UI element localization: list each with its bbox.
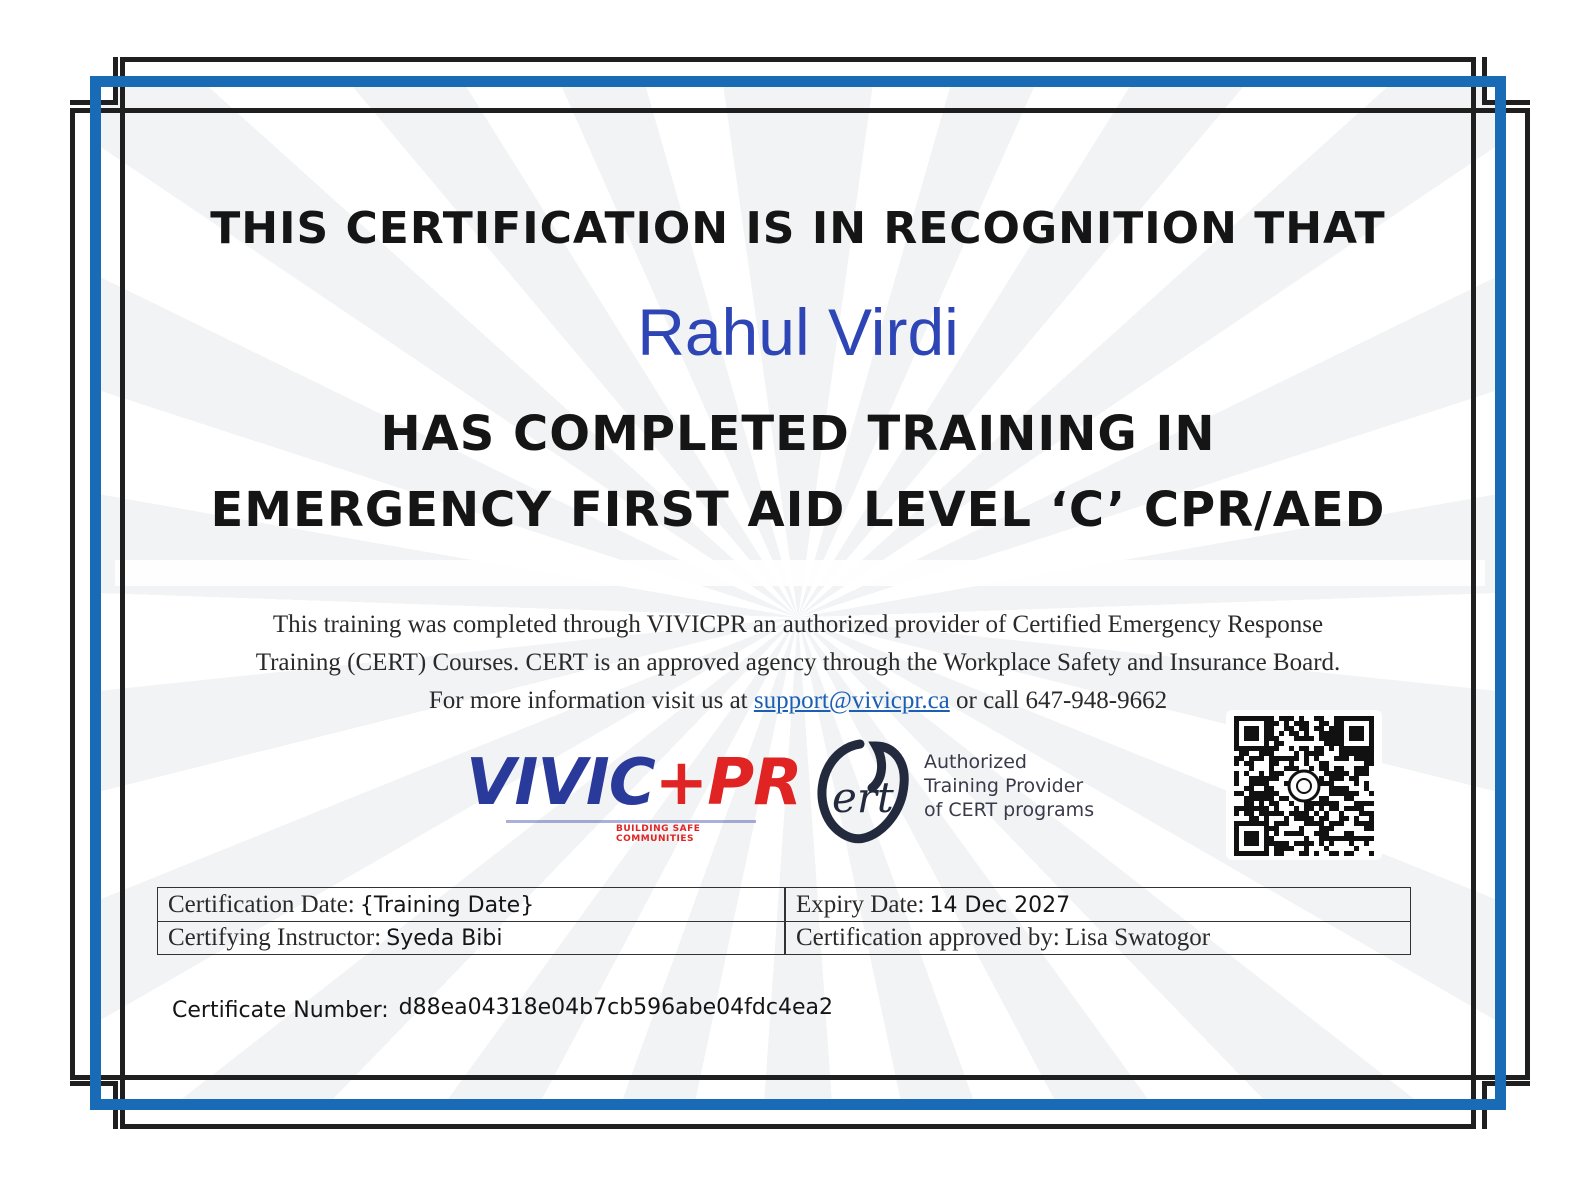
certification-date-label: Certification Date: xyxy=(168,891,355,918)
vivicpr-plus: + xyxy=(654,746,708,820)
instructor-cell xyxy=(168,921,503,954)
description-paragraph xyxy=(150,606,1446,720)
contact-suffix: or call 647-948-9662 xyxy=(949,687,1168,714)
approved-by-cell xyxy=(796,921,1210,954)
certification-date-cell xyxy=(168,888,534,921)
vivicpr-tagline: BUILDING SAFE COMMUNITIES xyxy=(616,824,701,844)
cert-caption-line-2: Training Provider xyxy=(924,775,1084,797)
approved-by-label: Certification approved by: xyxy=(796,924,1060,951)
certification-date-value: {Training Date} xyxy=(359,893,535,918)
vivicpr-red-text: PR xyxy=(707,746,802,820)
support-email-link[interactable]: support@vivicpr.ca xyxy=(753,687,950,714)
cert-caption-line-1: Authorized xyxy=(924,751,1027,773)
description-line-2: Training (CERT) Courses. CERT is an approved agency through the Workplace Safety and Insurance Board. xyxy=(255,649,1341,676)
cert-logo xyxy=(814,738,1114,848)
completed-heading: HAS COMPLETED TRAINING IN xyxy=(380,406,1216,462)
details-table xyxy=(157,887,1411,955)
qr-code[interactable] xyxy=(1226,710,1382,860)
instructor-label: Certifying Instructor: xyxy=(168,924,382,951)
expiry-date-cell xyxy=(796,888,1070,921)
cert-emblem-icon xyxy=(814,738,914,846)
approved-by-value: Lisa Swatogor xyxy=(1064,924,1211,951)
cert-caption xyxy=(924,750,1094,822)
certificate-number xyxy=(172,995,833,1023)
expiry-date-label: Expiry Date: xyxy=(796,891,925,918)
vivicpr-logo xyxy=(466,746,802,846)
recognition-heading: THIS CERTIFICATION IS IN RECOGNITION THAT xyxy=(210,203,1386,254)
svg-text:ert: ert xyxy=(832,773,894,822)
vivicpr-blue-text: VIVIC xyxy=(466,746,655,820)
recipient-name: Rahul Virdi xyxy=(637,295,959,369)
instructor-value: Syeda Bibi xyxy=(386,926,503,951)
vivicpr-swoosh xyxy=(506,820,756,823)
contact-prefix: For more information visit us at xyxy=(428,687,754,714)
expiry-date-value: 14 Dec 2027 xyxy=(929,893,1071,918)
description-line-1: This training was completed through VIVICPR an authorized provider of Certified Emergency Response xyxy=(272,611,1324,638)
certificate-number-label: Certificate Number: xyxy=(172,998,389,1023)
table-divider xyxy=(784,888,786,954)
qr-code-icon xyxy=(1234,716,1374,856)
certificate-number-value: d88ea04318e04b7cb596abe04fdc4ea2 xyxy=(398,995,833,1020)
cert-caption-line-3: of CERT programs xyxy=(924,799,1095,821)
course-name: EMERGENCY FIRST AID LEVEL ‘C’ CPR/AED xyxy=(210,482,1386,538)
vivicpr-wordmark xyxy=(466,746,801,820)
